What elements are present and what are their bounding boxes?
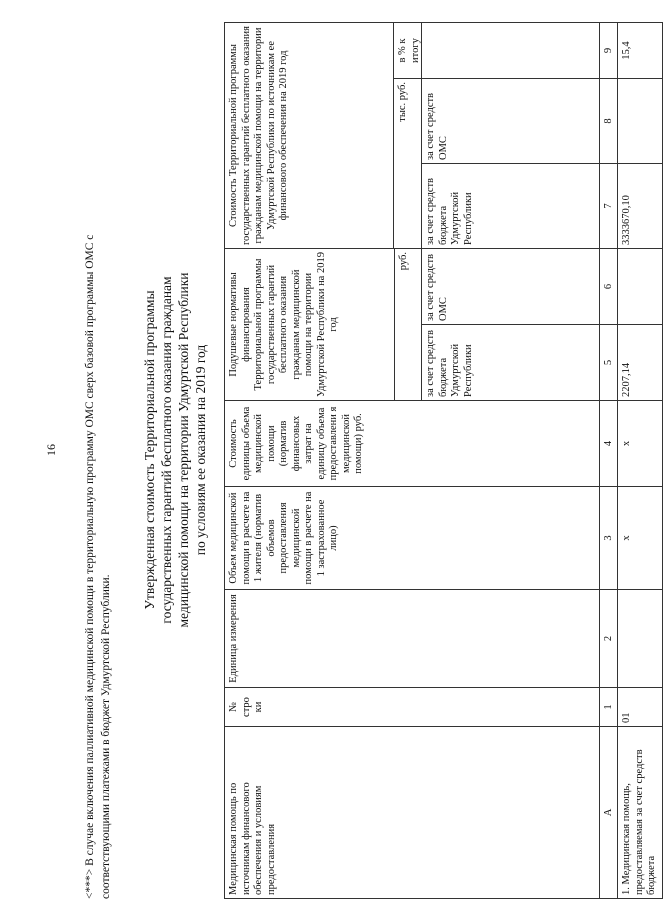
row-per-capita-oms [617,248,663,325]
header-unit-pct: в % к итогу [393,22,422,79]
row-per-capita-budget: 2207,14 [617,324,663,401]
header-unit-rub: руб. [394,248,422,401]
header-col-8: за счет средств ОМС [421,78,600,164]
title-line-4: по условиям ее оказания на 2019 год [193,344,208,556]
header-col-a: Медицинская помощь по источникам финансового обеспечения и условиям предоставления [224,726,600,899]
footnote-line-2: соответствующими платежами в бюджет Удмуртской Республики. [100,574,112,899]
title-line-2: государственных гарантий бесплатного оказания гражданам [159,276,174,624]
number-cell-2: 2 [599,589,618,688]
header-unit-thous: тыс. руб. [393,78,422,249]
header-col-9-blank [421,22,600,79]
row-unit [617,589,663,688]
number-cell-8: 8 [599,78,618,164]
number-cell-7: 7 [599,163,618,249]
title-line-3: медицинской помощи на территории Удмуртской Республики [176,272,191,628]
header-col-2: Единица измерения [224,589,600,688]
page-number: 16 [44,444,58,456]
row-cost-oms [617,78,663,164]
number-cell-a: А [599,726,618,899]
number-cell-6: 6 [599,248,618,325]
number-cell-4: 4 [599,400,618,487]
header-col-3: Объем медицинской помощи в расчете на 1 жителя (норматив объемов предоставления медицинской помощи в расчете на 1 застрахованное лицо) [224,486,600,590]
header-col-6: за счет средств ОМС [421,248,600,325]
row-cost-budget: 3333670,10 [617,163,663,249]
row-percent: 15,4 [617,22,663,79]
title-line-1: Утвержденная стоимость Территориальной программы [142,290,157,610]
number-cell-1: 1 [599,687,618,727]
row-unit-cost: х [617,400,663,487]
header-col-4: Стоимость единицы объема медицинской помощи (норматив финансовых затрат на единицу объема предоставлени я медицинской помощи) руб. [224,400,600,487]
number-cell-9: 9 [599,22,618,79]
row-label: 1. Медицинская помощь, предоставляемая за счет средств бюджета [617,726,663,899]
header-group-cost: Стоимость Территориальной программы государственных гарантий бесплатного оказания гражданам медицинской помощи на территории Удмуртской Республики по источникам ее финансового обеспечения на 2019 год [224,22,394,249]
footnote-line-1: <***> В случае включения паллиативной медицинской помощи в территориальную программу ОМС сверх базовой программы ОМС с [84,234,96,899]
row-line-number: 01 [617,687,663,727]
number-cell-5: 5 [599,324,618,401]
header-col-1: № стро ки [224,687,600,727]
number-cell-3: 3 [599,486,618,590]
header-col-5: за счет средств бюджета Удмуртской Республики [421,324,600,401]
header-col-7: за счет средств бюджета Удмуртской Республики [421,163,600,249]
header-group-norm: Подушевые нормативы финансирования Территориальной программы государственных гарантий бесплатного оказания гражданам медицинской помощи на территории Удмуртской Республики на 2019 год [224,248,395,401]
row-volume: х [617,486,663,590]
